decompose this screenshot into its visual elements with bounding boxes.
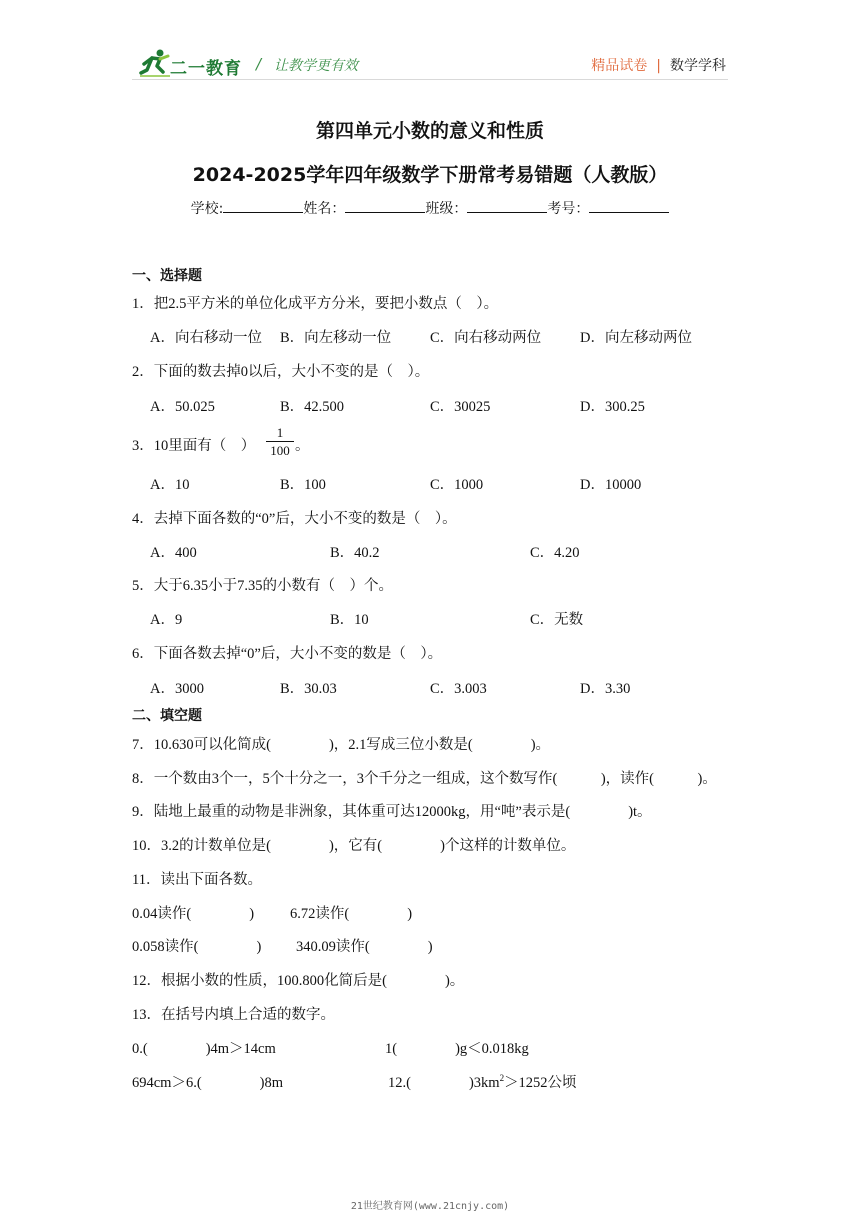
header-subject: 数学学科 — [670, 58, 726, 74]
page-header — [0, 0, 860, 90]
q5-option-a[interactable]: A．9 — [150, 612, 183, 628]
q13-item-b: 1( )g＜0.018kg — [385, 1041, 529, 1057]
q1-option-c[interactable]: C．向右移动两位 — [430, 330, 542, 346]
q11-item-a: 0.04读作( ) — [132, 906, 255, 922]
page-footer: 21世纪教育网(www.21cnjy.com) — [350, 1201, 510, 1212]
q3-option-a[interactable]: A．10 — [150, 477, 190, 493]
question-1: 1．把2.5平方米的单位化成平方分米，要把小数点（ ）。 — [132, 296, 499, 312]
q2-option-b[interactable]: B．42.500 — [280, 399, 345, 415]
q3-fraction — [266, 424, 294, 459]
question-7: 7．10.630可以化简成( )，2.1写成三位小数是( )。 — [132, 737, 551, 753]
q11-item-d: 340.09读作( ) — [296, 939, 433, 955]
fraction-denominator: 100 — [270, 443, 290, 458]
q6-option-c[interactable]: C．3.003 — [430, 681, 487, 697]
question-3: 3．10里面有（ ） — [132, 438, 256, 454]
q13d-prefix: 12.( )3km — [388, 1075, 500, 1091]
header-right — [591, 55, 726, 75]
q6-option-d[interactable]: D．3.30 — [580, 681, 631, 697]
q4-option-b[interactable]: B．40.2 — [330, 545, 380, 561]
logo-separator: / — [256, 55, 262, 73]
number-label: 考号： — [547, 201, 590, 217]
q13-item-c: 694cm＞6.( )8m — [132, 1075, 284, 1091]
q4-option-a[interactable]: A．400 — [150, 545, 197, 561]
q5-option-b[interactable]: B．10 — [330, 612, 369, 628]
question-13: 13．在括号内填上合适的数字。 — [132, 1007, 335, 1023]
page-subtitle: 2024-2025学年四年级数学下册常考易错题（人教版） — [192, 164, 668, 186]
q2-option-d[interactable]: D．300.25 — [580, 399, 645, 415]
logo-slogan: 让教学更有效 — [274, 58, 358, 74]
q13d-suffix: ＞1252公顷 — [504, 1075, 577, 1091]
q13d-superscript: 2 — [499, 1073, 505, 1084]
question-8: 8．一个数由3个一，5个十分之一，3个千分之一组成，这个数写作( )，读作( )。 — [132, 771, 717, 787]
q1-option-a[interactable]: A．向右移动一位 — [150, 330, 262, 346]
fraction-numerator: 1 — [266, 424, 294, 442]
q6-option-a[interactable]: A．3000 — [150, 681, 204, 697]
runner-logo-icon — [138, 48, 172, 78]
header-label: 精品试卷 — [591, 58, 648, 74]
q13-item-d — [388, 1071, 577, 1092]
header-divider: | — [656, 58, 661, 74]
class-label: 班级： — [425, 201, 468, 217]
question-6: 6．下面各数去掉“0”后，大小不变的数是（ ）。 — [132, 646, 443, 662]
q13-item-a: 0.( )4m＞14cm — [132, 1041, 276, 1057]
section-choice: 一、选择题 — [132, 268, 202, 284]
q3-tail: 。 — [295, 438, 310, 454]
question-4: 4．去掉下面各数的“0”后，大小不变的数是（ ）。 — [132, 511, 457, 527]
question-12: 12．根据小数的性质，100.800化简后是( )。 — [132, 973, 465, 989]
student-info-line — [0, 198, 860, 218]
q3-option-d[interactable]: D．10000 — [580, 477, 642, 493]
q2-option-c[interactable]: C．30025 — [430, 399, 491, 415]
section-fill: 二、填空题 — [132, 708, 202, 724]
question-5: 5．大于6.35小于7.35的小数有（ ）个。 — [132, 578, 393, 594]
q5-option-c[interactable]: C．无数 — [530, 612, 584, 628]
logo-text: 二一教育 — [170, 59, 242, 79]
q6-option-b[interactable]: B．30.03 — [280, 681, 337, 697]
name-label: 姓名： — [303, 201, 346, 217]
page-title: 第四单元小数的意义和性质 — [315, 120, 544, 142]
q3-option-c[interactable]: C．1000 — [430, 477, 484, 493]
school-label: 学校: — [190, 201, 224, 217]
q11-item-c: 0.058读作( ) — [132, 939, 262, 955]
question-2: 2．下面的数去掉0以后，大小不变的是（ ）。 — [132, 364, 430, 380]
q1-option-d[interactable]: D．向左移动两位 — [580, 330, 692, 346]
q2-option-a[interactable]: A．50.025 — [150, 399, 215, 415]
q1-option-b[interactable]: B．向左移动一位 — [280, 330, 392, 346]
header-rule — [132, 79, 728, 80]
question-11: 11．读出下面各数。 — [132, 872, 262, 888]
question-9: 9．陆地上最重的动物是非洲象，其体重可达12000kg，用“吨”表示是( )t。 — [132, 804, 652, 820]
school-blank[interactable] — [223, 198, 303, 213]
q11-item-b: 6.72读作( ) — [290, 906, 413, 922]
name-blank[interactable] — [345, 198, 425, 213]
q3-option-b[interactable]: B．100 — [280, 477, 326, 493]
class-blank[interactable] — [467, 198, 547, 213]
number-blank[interactable] — [589, 198, 669, 213]
q4-option-c[interactable]: C．4.20 — [530, 545, 580, 561]
question-10: 10．3.2的计数单位是( )，它有( )个这样的计数单位。 — [132, 838, 576, 854]
